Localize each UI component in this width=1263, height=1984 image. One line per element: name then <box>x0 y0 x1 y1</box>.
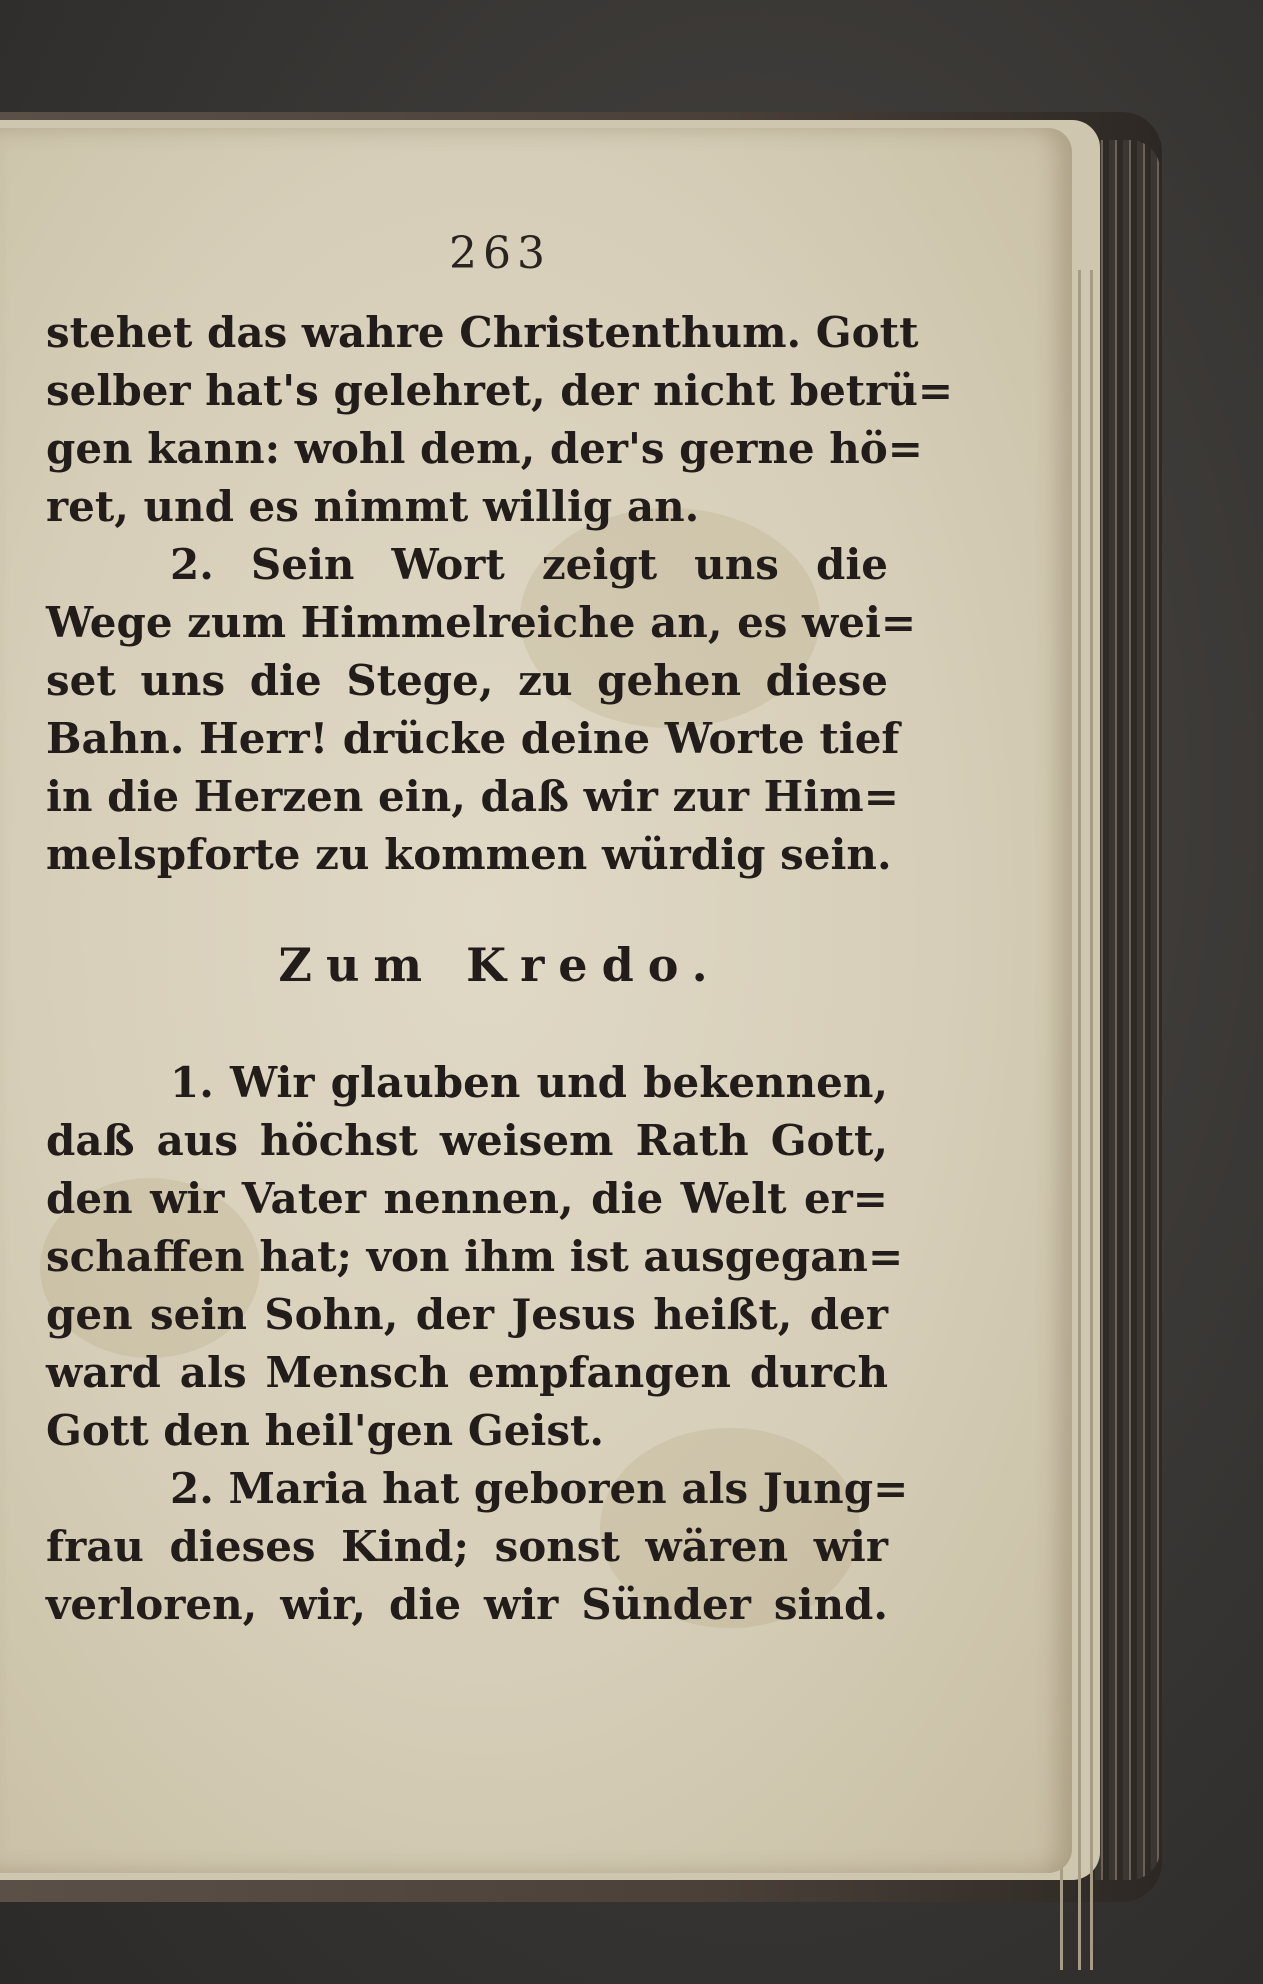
verse-start-line: 2. Maria hat geboren als Jung= <box>170 1464 909 1513</box>
text-line: gen kann: wohl dem, der's gerne hö= <box>46 424 923 473</box>
text-line: daß aus höchst weisem Rath Gott, <box>46 1116 888 1165</box>
text-line: den wir Vater nennen, die Welt er= <box>46 1174 888 1223</box>
text-line: Wege zum Himmelreiche an, es wei= <box>46 598 917 647</box>
text-line: verloren, wir, die wir Sünder sind. <box>46 1580 888 1629</box>
text-line: selber hat's gelehret, der nicht betrü= <box>46 366 954 415</box>
text-line: Bahn. Herr! drücke deine Worte tief <box>46 714 900 763</box>
text-line: ret, und es nimmt willig an. <box>46 482 700 531</box>
book-spine-edge <box>1095 140 1160 1880</box>
verse-start-line: 1. Wir glauben und bekennen, <box>170 1058 888 1107</box>
text-line: schaffen hat; von ihm ist ausgegan= <box>46 1232 904 1281</box>
page-edge-line <box>1090 270 1093 1970</box>
verse-start-line: 2. Sein Wort zeigt uns die <box>170 540 888 589</box>
page-edge-line <box>1078 270 1081 1970</box>
text-line: ward als Mensch empfangen durch <box>46 1348 888 1397</box>
section-heading: Zum Kredo. <box>278 938 722 992</box>
text-line: in die Herzen ein, daß wir zur Him= <box>46 772 899 821</box>
text-line: Gott den heil'gen Geist. <box>46 1406 605 1455</box>
text-line: set uns die Stege, zu gehen diese <box>46 656 888 705</box>
text-line: stehet das wahre Christenthum. Gott <box>46 308 919 357</box>
page-number: 263 <box>449 228 551 279</box>
text-line: gen sein Sohn, der Jesus heißt, der <box>46 1290 888 1339</box>
text-line: frau dieses Kind; sonst wären wir <box>46 1522 888 1571</box>
text-line: melspforte zu kommen würdig sein. <box>46 830 892 879</box>
